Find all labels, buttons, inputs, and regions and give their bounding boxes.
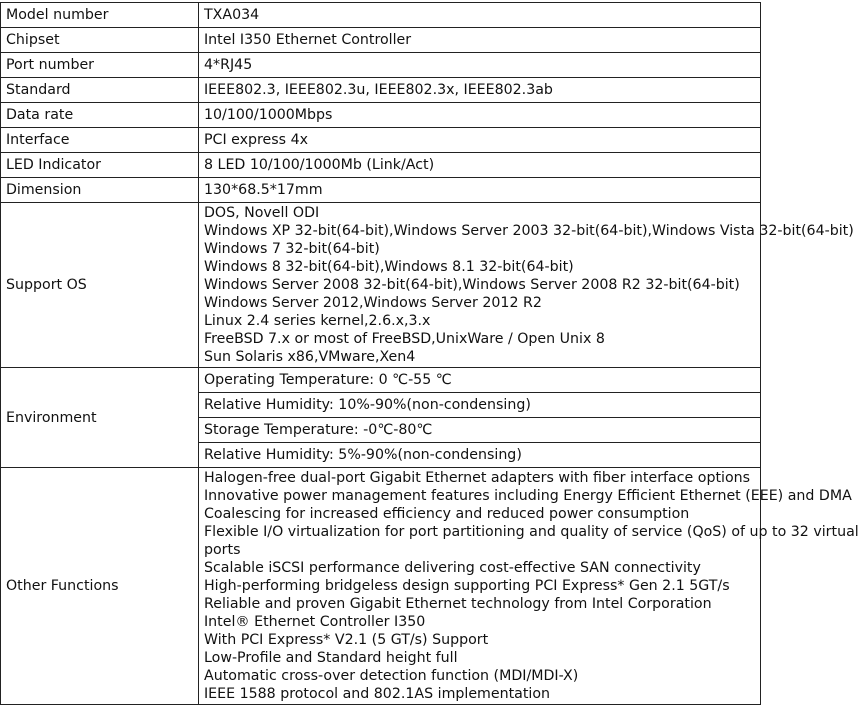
row-value: 10/100/1000Mbps <box>199 103 761 128</box>
row-label: Environment <box>1 368 199 468</box>
row-environment <box>1 368 761 393</box>
function-line: Reliable and proven Gigabit Ethernet technology from Intel Corporation <box>204 596 712 612</box>
os-line: FreeBSD 7.x or most of FreeBSD,UnixWare / Open Unix 8 <box>204 331 605 347</box>
row-value: TXA034 <box>199 3 761 28</box>
row-label: Chipset <box>1 28 199 53</box>
function-line: Flexible I/O virtualization for port partitioning and quality of service (QoS) of up to 32 virtual <box>204 524 859 540</box>
row-standard <box>1 78 761 103</box>
row-label: Data rate <box>1 103 199 128</box>
function-line: Coalescing for increased efficiency and reduced power consumption <box>204 506 690 522</box>
os-line: Linux 2.4 series kernel,2.6.x,3.x <box>204 313 431 329</box>
row-label: LED Indicator <box>1 153 199 178</box>
os-line: Windows XP 32-bit(64-bit),Windows Server 2003 32-bit(64-bit),Windows Vista 32-bit(64-bit) <box>204 223 854 239</box>
os-line: Sun Solaris x86,VMware,Xen4 <box>204 349 416 365</box>
env-item: Operating Temperature: 0 ℃-55 ℃ <box>199 368 761 393</box>
row-interface <box>1 128 761 153</box>
env-item: Relative Humidity: 5%-90%(non-condensing) <box>199 443 761 468</box>
function-line: Innovative power management features including Energy Efficient Ethernet (EEE) and DMA <box>204 488 852 504</box>
row-label: Port number <box>1 53 199 78</box>
row-port-number <box>1 53 761 78</box>
row-value: IEEE802.3, IEEE802.3u, IEEE802.3x, IEEE802.3ab <box>199 78 761 103</box>
row-led-indicator <box>1 153 761 178</box>
function-line: Halogen-free dual-port Gigabit Ethernet adapters with fiber interface options <box>204 470 751 486</box>
function-line: Scalable iSCSI performance delivering cost-effective SAN connectivity <box>204 560 701 576</box>
function-line: Automatic cross-over detection function (MDI/MDI-X) <box>204 668 579 684</box>
row-label: Interface <box>1 128 199 153</box>
row-other-functions <box>1 468 761 705</box>
row-value: Intel I350 Ethernet Controller <box>199 28 761 53</box>
row-value: PCI express 4x <box>199 128 761 153</box>
spec-table <box>0 2 859 705</box>
row-data-rate <box>1 103 761 128</box>
row-support-os <box>1 203 761 368</box>
other-functions-list <box>199 468 859 705</box>
row-label: Other Functions <box>1 468 199 705</box>
function-line: Low-Profile and Standard height full <box>204 650 458 666</box>
os-line: Windows 7 32-bit(64-bit) <box>204 241 380 257</box>
function-line: With PCI Express* V2.1 (5 GT/s) Support <box>204 632 489 648</box>
os-line: DOS, Novell ODI <box>204 205 320 221</box>
env-item: Storage Temperature: -0℃-80℃ <box>199 418 761 443</box>
row-dimension <box>1 178 761 203</box>
row-value: 4*RJ45 <box>199 53 761 78</box>
os-line: Windows Server 2012,Windows Server 2012 R2 <box>204 295 542 311</box>
row-label: Support OS <box>1 203 199 368</box>
os-line: Windows 8 32-bit(64-bit),Windows 8.1 32-bit(64-bit) <box>204 259 574 275</box>
row-chipset <box>1 28 761 53</box>
env-item: Relative Humidity: 10%-90%(non-condensing) <box>199 393 761 418</box>
row-label: Standard <box>1 78 199 103</box>
row-label: Model number <box>1 3 199 28</box>
function-line: IEEE 1588 protocol and 802.1AS implementation <box>204 686 551 702</box>
row-label: Dimension <box>1 178 199 203</box>
row-value: 8 LED 10/100/1000Mb (Link/Act) <box>199 153 761 178</box>
function-line: High-performing bridgeless design supporting PCI Express* Gen 2.1 5GT/s <box>204 578 730 594</box>
function-line: ports <box>204 542 241 558</box>
row-model-number <box>1 3 761 28</box>
row-value: 130*68.5*17mm <box>199 178 761 203</box>
function-line: Intel® Ethernet Controller I350 <box>204 614 426 630</box>
support-os-list <box>199 203 854 368</box>
os-line: Windows Server 2008 32-bit(64-bit),Windows Server 2008 R2 32-bit(64-bit) <box>204 277 740 293</box>
